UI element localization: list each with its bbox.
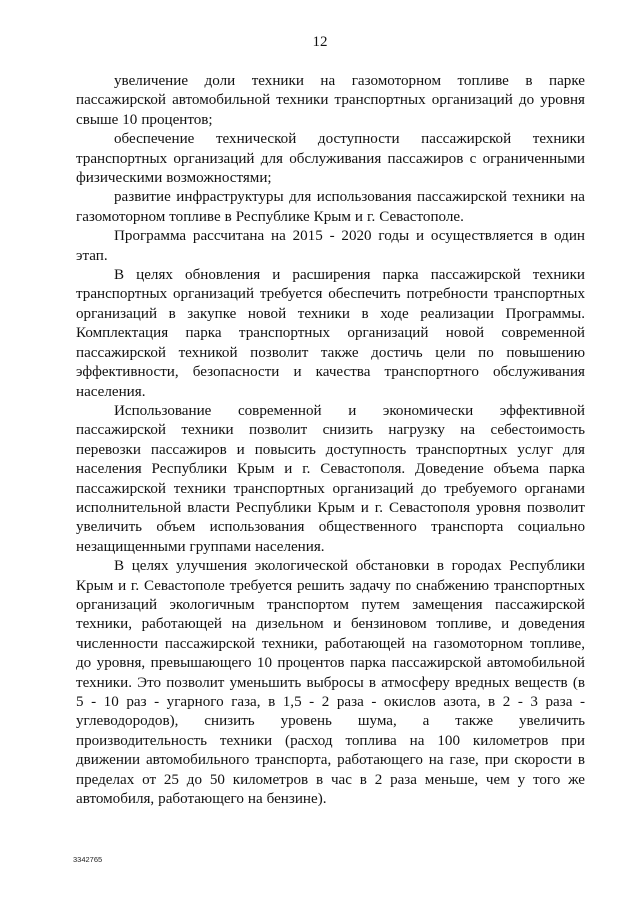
paragraph-ecology: В целях улучшения экологической обстановки в городах Республики Крым и г. Севастополе требуется решить задачу по снабжению транспортных организаций экологичным транспортом путем замещения пассажирской техники, работающей на дизельном и бензиновом топливе, и доведения численности пассажирской техники, работающей на газомоторном топливе, до уровня, превышающего 10 процентов парка пассажирской автомобильной техники. Это позволит уменьшить выбросы в атмосферу вредных веществ (в 5 - 10 раз - угарного газа, в 1,5 - 2 раза - окислов азота, в 2 - 3 раза - углеводородов), снизить уровень шума, а также увеличить производительность техники (расход топлива на 100 километров при движении автомобильного транспорта, работающего на газе, при скорости в пределах от 25 до 50 километров в час в 2 раза меньше, чем у того же автомобиля, работающего на бензине). — [76, 558, 585, 808]
page-number: 12 — [312, 34, 328, 50]
paragraph-modern-vehicles: Использование современной и экономически эффективной пассажирской техники позволит снизить нагрузку на себестоимость перевозки пассажиров и повысить доступность транспортных услуг для населения Республики Крым и г. Севастополя. Доведение объема парка пассажирской техники транспортных организаций до требуемого органами исполнительной власти Республики Крым и г. Севастополя уровня позволит увеличить объем использования общественного транспорта социально незащищенными группами населения. — [76, 402, 585, 555]
paragraph-program-period: Программа рассчитана на 2015 - 2020 годы и осуществляется в один этап. — [76, 228, 585, 264]
paragraph-goal-gas-fuel-share: увеличение доли техники на газомоторном топливе в парке пассажирской автомобильной техники транспортных организаций до уровня свыше 10 процентов; — [76, 73, 585, 128]
paragraph-goal-accessibility: обеспечение технической доступности пассажирской техники транспортных организаций для обслуживания пассажиров с ограниченными физическими возможностями; — [76, 131, 585, 187]
document-body — [76, 72, 585, 809]
document-id: 3342765 — [73, 855, 103, 864]
paragraph-goal-infrastructure: развитие инфраструктуры для использования пассажирской техники на газомоторном топливе в Республике Крым и г. Севастополе. — [76, 189, 585, 225]
paragraph-fleet-renewal: В целях обновления и расширения парка пассажирской техники транспортных организаций требуется обеспечить потребности транспортных организаций в закупке новой техники в ходе реализации Программы. Комплектация парка транспортных организаций новой современной пассажирской техникой позволит также достичь цели по повышению эффективности, безопасности и качества транспортного обслуживания населения. — [76, 267, 585, 400]
